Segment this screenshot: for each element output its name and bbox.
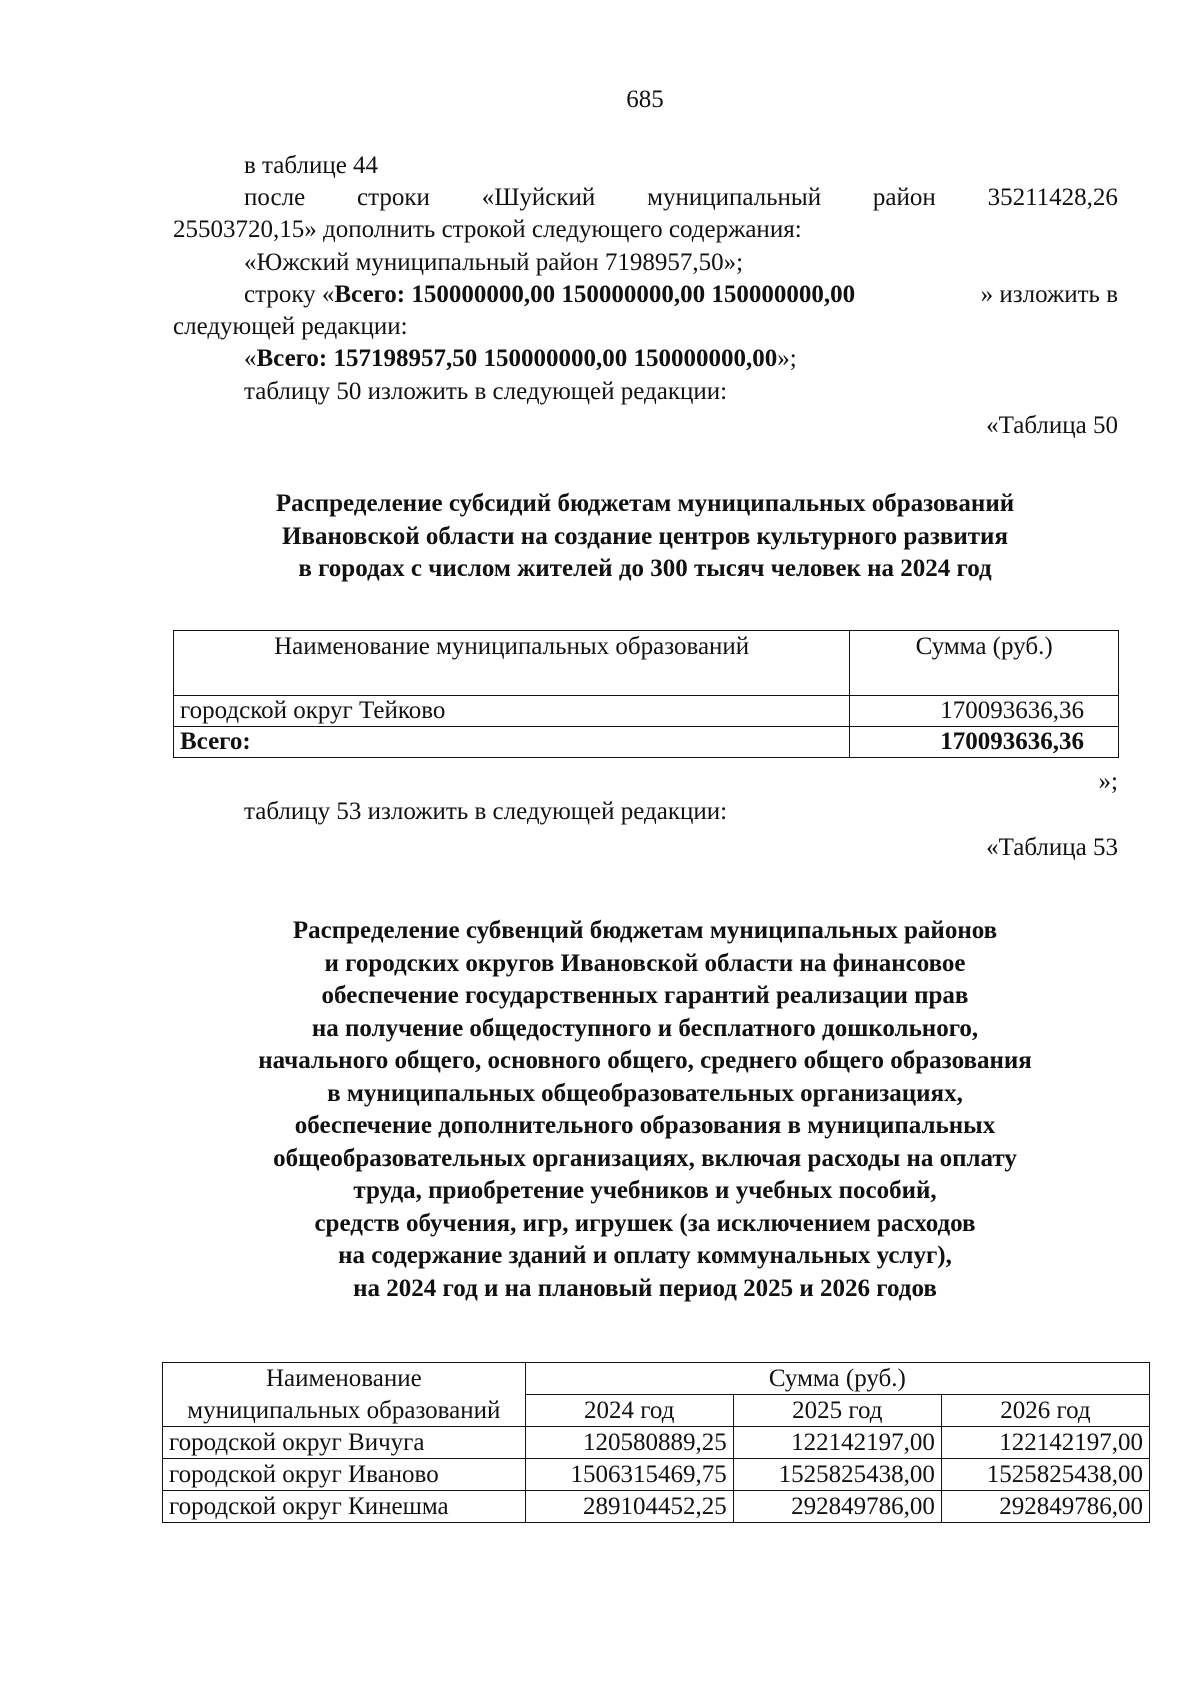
total-label: Всего: xyxy=(174,727,850,758)
title-line: и городских округов Ивановской области на финансовое xyxy=(324,949,966,977)
text-fragment: »; xyxy=(777,345,797,372)
table53-header-row-2 xyxy=(163,1395,1150,1427)
table53-label: «Таблица 53 xyxy=(986,834,1118,861)
bold-total-old: Всего: 150000000,00 150000000,00 150000000,00 xyxy=(334,281,856,308)
title-line: в муниципальных общеобразовательных организациях, xyxy=(327,1079,963,1107)
intro-word: район xyxy=(872,184,936,211)
row-sum: 170093636,36 xyxy=(850,696,1119,727)
header-year: 2026 год xyxy=(941,1395,1149,1427)
intro-line-2 xyxy=(244,182,1118,214)
header-name-1: Наименование xyxy=(163,1363,526,1395)
row-name: городской округ Кинешма xyxy=(163,1491,526,1523)
title-line: начального общего, основного общего, среднего общего образования xyxy=(258,1047,1032,1074)
text-fragment: строку « xyxy=(244,281,335,308)
row-value: 120580889,25 xyxy=(525,1427,733,1459)
header-year: 2024 год xyxy=(525,1395,733,1427)
intro-line-4: «Южский муниципальный район 7198957,50»; xyxy=(244,249,744,276)
row-name: городской округ Тейково xyxy=(174,696,850,727)
intro-line-5-text xyxy=(244,279,855,311)
intro-line-3: 25503720,15» дополнить строкой следующего содержания: xyxy=(173,216,802,243)
table53 xyxy=(162,1362,1150,1523)
table53-title xyxy=(150,915,1140,1305)
header-sum: Сумма (руб.) xyxy=(850,631,1119,696)
table-row xyxy=(163,1427,1150,1459)
intro-line-5 xyxy=(244,279,1118,311)
header-sum: Сумма (руб.) xyxy=(525,1363,1149,1395)
row-value: 1525825438,00 xyxy=(941,1459,1149,1491)
intro-word: «Шуйский xyxy=(481,184,596,211)
intro-line-8: таблицу 50 изложить в следующей редакции: xyxy=(244,378,728,405)
table50-closing: »; xyxy=(1098,768,1118,795)
table50-label: «Таблица 50 xyxy=(986,412,1118,439)
table50-title xyxy=(150,488,1140,586)
table50 xyxy=(173,630,1119,758)
text-fragment: » изложить в xyxy=(980,281,1118,308)
intro-word: после xyxy=(244,184,306,211)
title-line: на содержание зданий и оплату коммунальных услуг), xyxy=(338,1242,952,1269)
table50-header-row xyxy=(174,631,1119,696)
row-value: 292849786,00 xyxy=(941,1491,1149,1523)
title-line: в городах с числом жителей до 300 тысяч человек на 2024 год xyxy=(298,555,992,582)
table-row xyxy=(174,696,1119,727)
title-line: Распределение субсидий бюджетам муниципальных образований xyxy=(275,490,1015,517)
row-name: городской округ Вичуга xyxy=(163,1427,526,1459)
title-line: Распределение субвенций бюджетам муниципальных районов xyxy=(292,917,998,944)
title-line: обеспечение дополнительного образования в муниципальных xyxy=(294,1112,996,1139)
row-value: 292849786,00 xyxy=(733,1491,941,1523)
title-line: на получение общедоступного и бесплатного дошкольного, xyxy=(311,1014,979,1042)
page-number: 685 xyxy=(626,86,664,113)
row-name: городской округ Иваново xyxy=(163,1459,526,1491)
bold-total-new: Всего: 157198957,50 150000000,00 150000000,00 xyxy=(256,345,778,372)
row-value: 1506315469,75 xyxy=(525,1459,733,1491)
header-name: Наименование муниципальных образований xyxy=(174,631,850,696)
intro-word: 35211428,26 xyxy=(987,184,1118,211)
table53-header-row-1 xyxy=(163,1363,1150,1395)
intro-line-7 xyxy=(244,343,797,375)
row-value: 122142197,00 xyxy=(733,1427,941,1459)
total-sum: 170093636,36 xyxy=(850,727,1119,758)
title-line: на 2024 год и на плановый период 2025 и 2026 годов xyxy=(353,1274,937,1302)
title-line: труда, приобретение учебников и учебных пособий, xyxy=(353,1177,937,1204)
row-value: 289104452,25 xyxy=(525,1491,733,1523)
intro-line-1: в таблице 44 xyxy=(244,152,379,179)
title-line: средств обучения, игр, игрушек (за исключением расходов xyxy=(314,1209,976,1237)
title-line: общеобразовательных организациях, включая расходы на оплату xyxy=(273,1144,1017,1172)
row-value: 1525825438,00 xyxy=(733,1459,941,1491)
after-table50-text: таблицу 53 изложить в следующей редакции: xyxy=(244,798,728,825)
title-line: обеспечение государственных гарантий реализации прав xyxy=(321,982,969,1009)
header-name-2: муниципальных образований xyxy=(163,1395,526,1427)
row-value: 122142197,00 xyxy=(941,1427,1149,1459)
table-total-row xyxy=(174,727,1119,758)
table-row xyxy=(163,1459,1150,1491)
intro-word: муниципальный xyxy=(647,184,822,211)
header-year: 2025 год xyxy=(733,1395,941,1427)
table-row xyxy=(163,1491,1150,1523)
intro-line-6: следующей редакции: xyxy=(173,313,408,340)
title-line: Ивановской области на создание центров культурного развития xyxy=(282,522,1008,550)
text-fragment: « xyxy=(244,345,257,372)
intro-word: строки xyxy=(357,184,430,211)
